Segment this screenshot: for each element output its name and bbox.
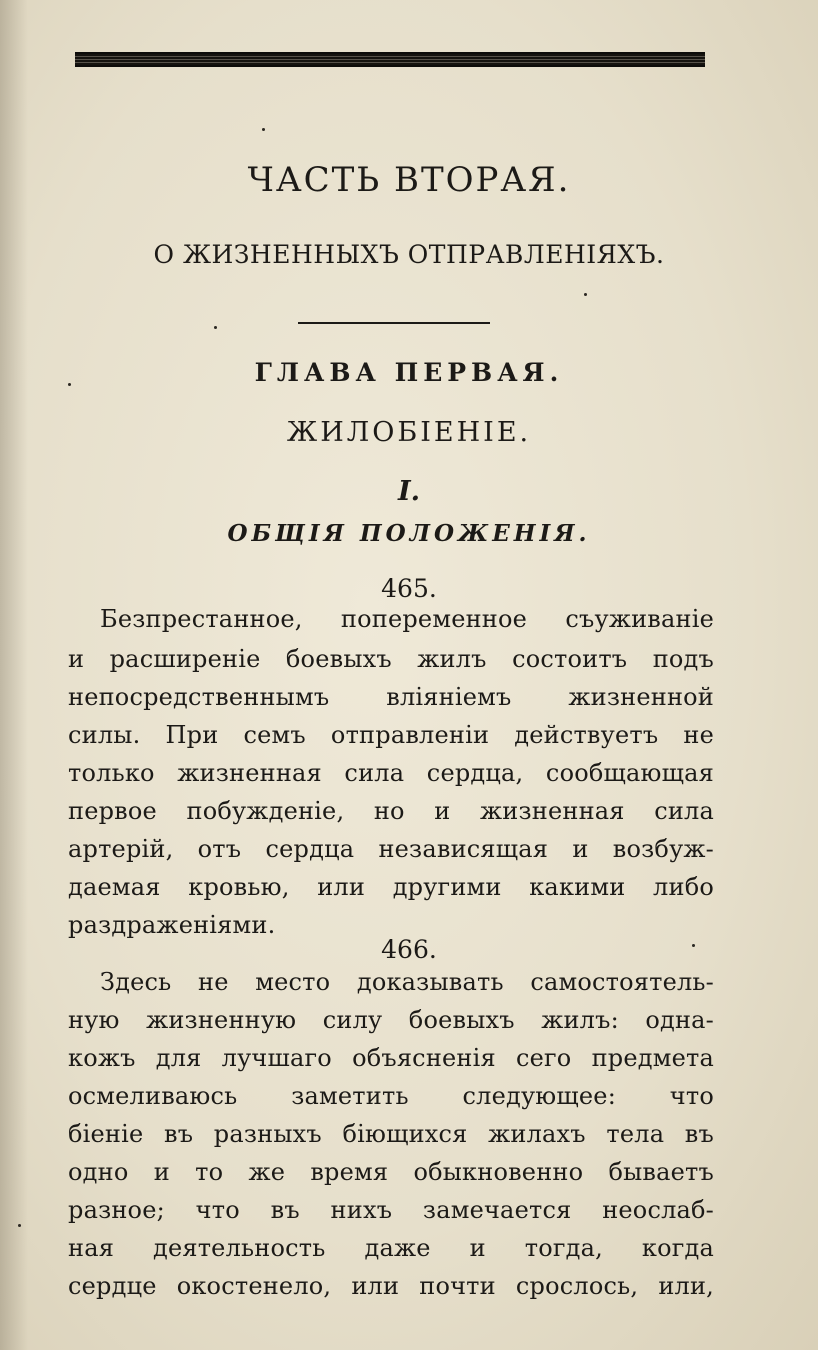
text-line: Безпрестанное, попеременное съуживаніе (100, 605, 714, 633)
text-line: осмеливаюсь заметить следующее: что (68, 1082, 714, 1110)
text-line: силы. При семъ отправленіи действуетъ не (68, 721, 714, 749)
text-line: разное; что въ нихъ замечается неослаб- (68, 1196, 714, 1224)
ink-speck (692, 944, 695, 947)
ink-speck (214, 326, 217, 329)
paragraph-number: 465. (381, 574, 437, 603)
subsection-heading: ОБЩІЯ ПОЛОЖЕНІЯ. (227, 520, 591, 547)
top-ornamental-rule (75, 52, 705, 67)
ink-speck (68, 383, 71, 386)
text-line: только жизненная сила сердца, сообщающая (68, 759, 714, 787)
text-line: ная деятельность даже и тогда, когда (68, 1234, 714, 1262)
section-divider-rule (298, 322, 490, 324)
text-line: и расширеніе боевыхъ жилъ состоитъ подъ (68, 645, 714, 673)
subsection-numeral: I. (397, 476, 421, 507)
text-line: одно и то же время обыкновенно бываетъ (68, 1158, 714, 1186)
paragraph-number: 466. (381, 935, 437, 964)
text-line: первое побужденіе, но и жизненная сила (68, 797, 714, 825)
text-line: артерій, отъ сердца независящая и возбуж- (68, 835, 714, 863)
part-subtitle: О ЖИЗНЕННЫХЪ ОТПРАВЛЕНІЯХЪ. (153, 240, 665, 269)
chapter-heading: ГЛАВА ПЕРВАЯ. (254, 358, 564, 387)
text-line: непосредственнымъ вліяніемъ жизненной (68, 683, 714, 711)
text-line: Здесь не место доказывать самостоятель- (100, 968, 714, 996)
text-line: ную жизненную силу боевыхъ жилъ: одна- (68, 1006, 714, 1034)
text-line: сердце окостенело, или почти срослось, или, (68, 1272, 714, 1300)
text-line: даемая кровью, или другими какими либо (68, 873, 714, 901)
page-gutter-shadow (0, 0, 28, 1350)
ink-speck (262, 128, 265, 131)
ink-speck (584, 293, 587, 296)
text-line: кожъ для лучшаго объясненія сего предмета (68, 1044, 714, 1072)
text-line: раздраженіями. (68, 911, 276, 939)
part-title: ЧАСТЬ ВТОРАЯ. (247, 160, 571, 200)
ink-speck (18, 1224, 21, 1227)
section-title: ЖИЛОБІЕНІЕ. (286, 417, 532, 448)
text-line: біеніе въ разныхъ біющихся жилахъ тела въ (68, 1120, 714, 1148)
